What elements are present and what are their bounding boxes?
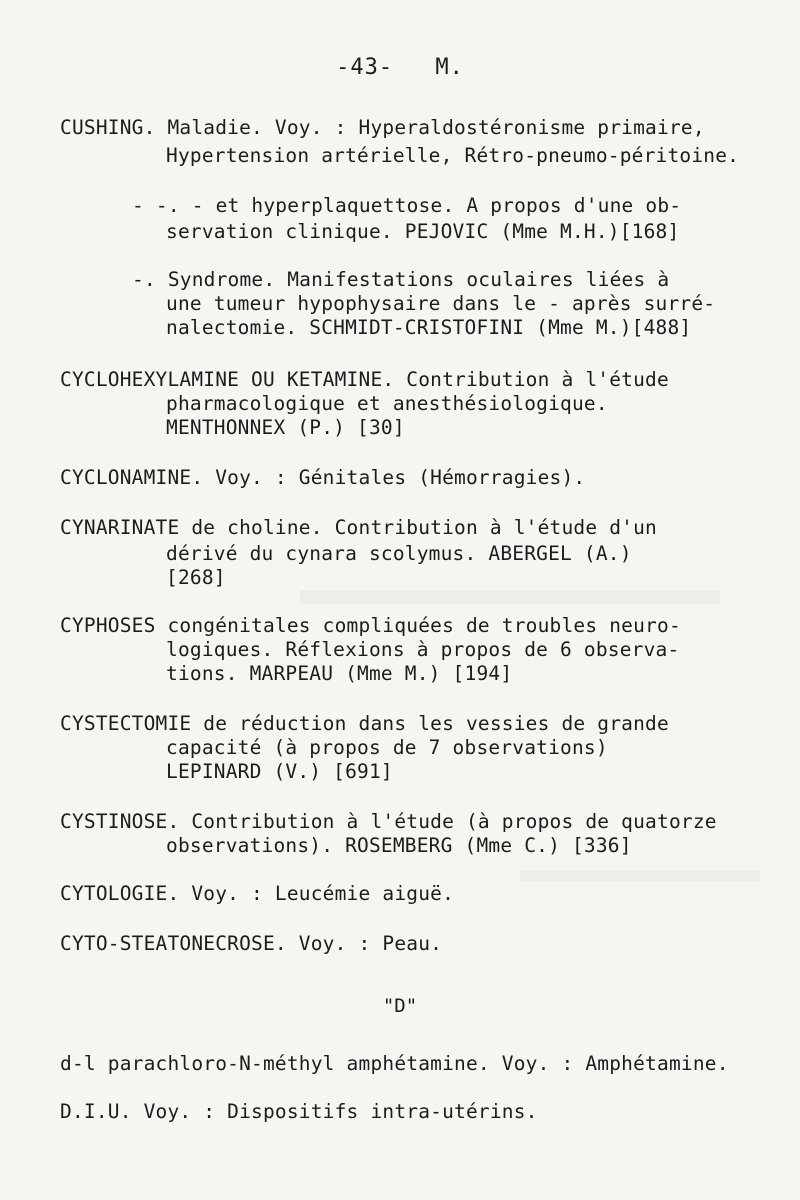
entry-line: CYSTECTOMIE de réduction dans les vessies de grande xyxy=(60,712,669,735)
entry-line: nalectomie. SCHMIDT-CRISTOFINI (Mme M.)[488] xyxy=(166,316,692,339)
entry-line: dérivé du cynara scolymus. ABERGEL (A.) xyxy=(166,542,632,565)
entry-line: Hypertension artérielle, Rétro-pneumo-péritoine. xyxy=(166,144,740,167)
entry-line: -. Syndrome. Manifestations oculaires liées à xyxy=(132,268,670,291)
index-letter: M. xyxy=(435,55,464,80)
entry-line: pharmacologique et anesthésiologique. xyxy=(166,392,608,415)
entry-line: CYSTINOSE. Contribution à l'étude (à propos de quatorze xyxy=(60,810,717,833)
entry-line: capacité (à propos de 7 observations) xyxy=(166,736,608,759)
entry-line: servation clinique. PEJOVIC (Mme M.H.)[168] xyxy=(166,220,680,243)
entry-line: CYCLOHEXYLAMINE OU KETAMINE. Contribution à l'étude xyxy=(60,368,669,391)
entry-line: CYPHOSES congénitales compliquées de troubles neuro- xyxy=(60,614,681,637)
entry-line: une tumeur hypophysaire dans le - après surré- xyxy=(166,292,716,315)
entry-line: CYNARINATE de choline. Contribution à l'étude d'un xyxy=(60,516,657,539)
entry-line: CUSHING. Maladie. Voy. : Hyperaldostéronisme primaire, xyxy=(60,116,705,139)
entry-line: CYTO-STEATONECROSE. Voy. : Peau. xyxy=(60,932,443,955)
entry-line: D.I.U. Voy. : Dispositifs intra-utérins. xyxy=(60,1100,538,1123)
entry-line: d-l parachloro-N-méthyl amphétamine. Voy. : Amphétamine. xyxy=(60,1052,729,1075)
entry-line: observations). ROSEMBERG (Mme C.) [336] xyxy=(166,834,632,857)
entry-line: [268] xyxy=(166,566,226,589)
entry-line: CYCLONAMINE. Voy. : Génitales (Hémorragies). xyxy=(60,466,586,489)
page-header xyxy=(0,55,800,80)
entry-line: - -. - et hyperplaquettose. A propos d'une ob- xyxy=(132,194,682,217)
section-heading: "D" xyxy=(382,995,418,1017)
entry-line: LEPINARD (V.) [691] xyxy=(166,760,393,783)
entry-line: logiques. Réflexions à propos de 6 observa- xyxy=(166,638,680,661)
entry-line: MENTHONNEX (P.) [30] xyxy=(166,416,405,439)
bleed-through-mark xyxy=(300,590,720,604)
page-number: -43- xyxy=(336,55,394,80)
entry-line: CYTOLOGIE. Voy. : Leucémie aiguë. xyxy=(60,882,455,905)
entry-line: tions. MARPEAU (Mme M.) [194] xyxy=(166,662,513,685)
bleed-through-mark xyxy=(520,870,760,882)
